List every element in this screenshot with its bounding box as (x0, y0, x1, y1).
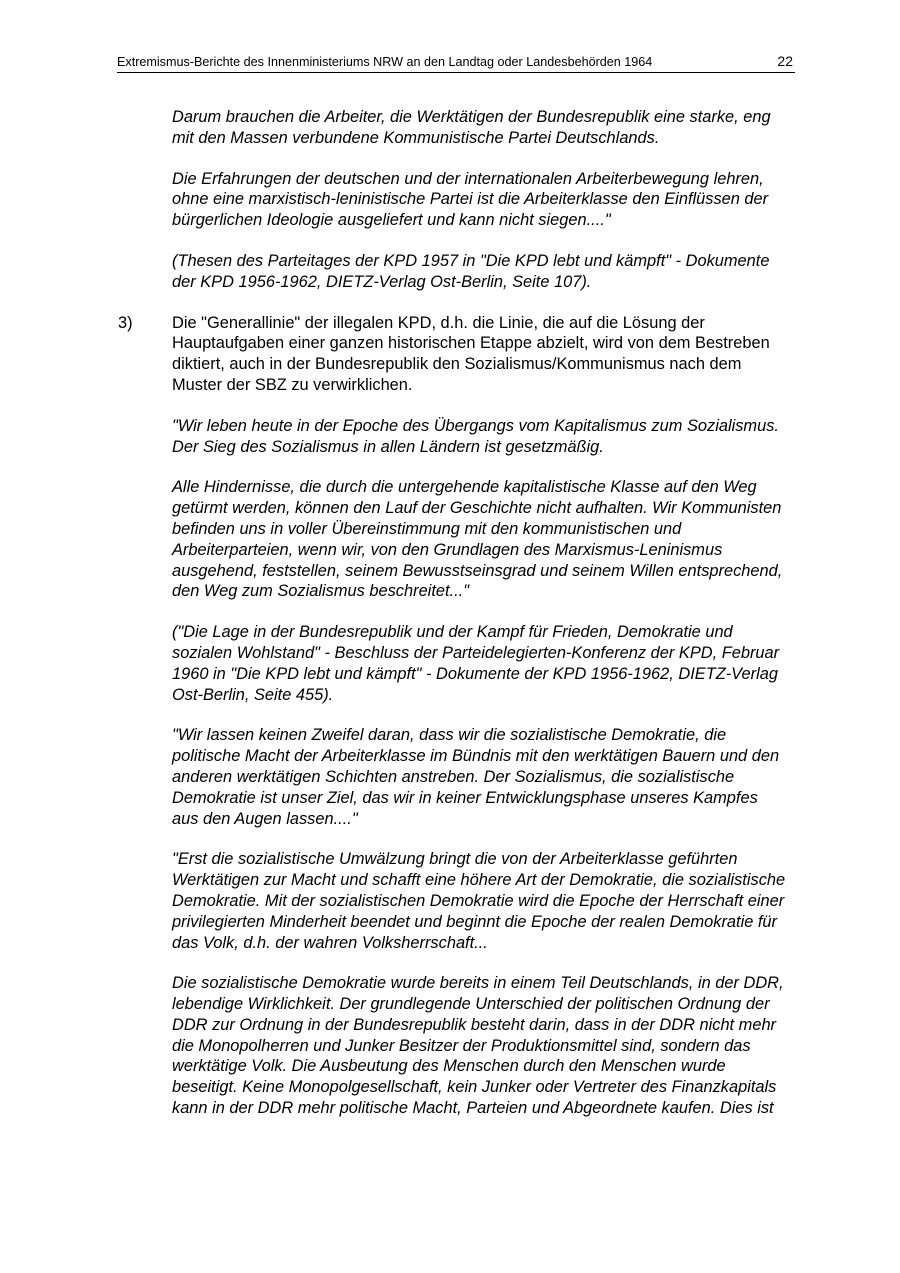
citation-paragraph: (Thesen des Parteitages der KPD 1957 in "Die KPD lebt und kämpft" - Dokumente der KPD 1956-1962, DIETZ-Verlag Ost-Berlin, Seite 107). (172, 251, 770, 291)
quote-paragraph: "Erst die sozialistische Umwälzung bringt die von der Arbeiterklasse geführten Werktätigen zur Macht und schafft eine höhere Art der Demokratie, die sozialistische Demokratie. Mit der sozialistischen Demokratie wird die Epoche der Herrschaft einer privilegierten Minderheit beendet und beginnt die Epoche der realen Demokratie für das Volk, d.h. der wahren Volksherrschaft... (172, 850, 786, 952)
document-body (118, 107, 788, 1139)
quote-paragraph: Darum brauchen die Arbeiter, die Werktätigen der Bundesrepublik eine starke, eng mit den Massen verbundene Kommunistische Partei Deutschlands. (172, 108, 771, 147)
item-number: 3) (118, 313, 133, 332)
header-title: Extremismus-Berichte des Innenministeriums NRW an den Landtag oder Landesbehörden 1964 (117, 55, 653, 69)
quote-paragraph: Alle Hindernisse, die durch die untergehende kapitalistische Klasse auf den Weg getürmt werden, können den Lauf der Geschichte nicht aufhalten. Wir Kommunisten befinden uns in voller Übereinstimmung mit den kommunistischen und Arbeiterparteien, wenn wir, von den Grundlagen des Marxismus-Leninismus ausgehend, feststellen, seinem Bewusstseinsgrad und seinem Willen entsprechend, den Weg zum Sozialismus beschreitet..." (172, 478, 783, 601)
quote-paragraph: Die Erfahrungen der deutschen und der internationalen Arbeiterbewegung lehren, ohne eine marxistisch-leninistische Partei ist die Arbeiterklasse den Einflüssen der bürgerlichen Ideologie ausgeliefert und kann nicht siegen...." (172, 169, 769, 230)
quote-paragraph: Die sozialistische Demokratie wurde bereits in einem Teil Deutschlands, in der DDR, lebendige Wirklichkeit. Der grundlegende Unterschied der politischen Ordnung der DDR zur Ordnung in der Bundesrepublik besteht darin, dass in der DDR nicht mehr die Monopolherren und Junker Besitzer der Produktionsmittel sind, sondern das werktätige Volk. Die Ausbeutung des Menschen durch den Menschen wurde beseitigt. Keine Monopolgesellschaft, kein Junker oder Vertreter des Finanzkapitals kann in der DDR mehr politische Macht, Parteien und Abgeordnete kaufen. Dies ist (172, 974, 784, 1118)
page-header (117, 54, 795, 73)
numbered-item (118, 313, 788, 396)
quote-paragraph: "Wir lassen keinen Zweifel daran, dass wir die sozialistische Demokratie, die politische Macht der Arbeiterklasse im Bündnis mit den werktätigen Bauern und den anderen werktätigen Schichten anstreben. Der Sozialismus, die sozialistische Demokratie ist unser Ziel, das wir in keiner Entwicklungsphase unseres Kampfes aus den Augen lassen...." (172, 726, 780, 828)
citation-paragraph: ("Die Lage in der Bundesrepublik und der Kampf für Frieden, Demokratie und sozialen Wohlstand" - Beschluss der Parteidelegierten-Konferenz der KPD, Februar 1960 in "Die KPD lebt und kämpft" - Dokumente der KPD 1956-1962, DIETZ-Verlag Ost-Berlin, Seite 455). (172, 623, 780, 704)
page-number: 22 (777, 53, 793, 69)
item-text: Die "Generallinie" der illegalen KPD, d.h. die Linie, die auf die Lösung der Hauptaufgaben einer ganzen historischen Etappe abzielt, wird von dem Bestreben diktiert, auch in der Bundesrepublik den Sozialismus/Kommunismus nach dem Muster der SBZ zu verwirklichen. (172, 313, 770, 394)
quote-paragraph: "Wir leben heute in der Epoche des Übergangs vom Kapitalismus zum Sozialismus. Der Sieg des Sozialismus in allen Ländern ist gesetzmäßig. (172, 416, 779, 456)
